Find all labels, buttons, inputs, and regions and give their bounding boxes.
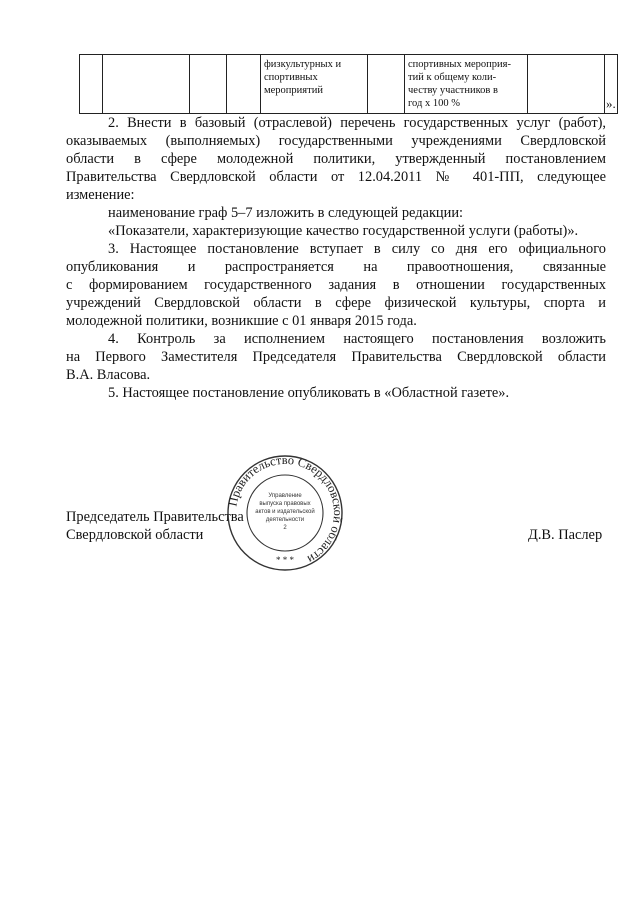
table-row (80, 55, 618, 114)
item2-line: изменение: (66, 187, 135, 203)
stamp-inner-line: деятельности (265, 517, 305, 523)
item3-line: молодежной политики, возникшие с 01 января 2015 года. (66, 313, 417, 329)
item5-line: 5. Настоящее постановление опубликовать в «Областной газете». (108, 385, 510, 401)
stamp-stars: * * * (276, 555, 294, 565)
cell-line: честву участников в (408, 85, 498, 96)
cell-line: год х 100 % (408, 98, 460, 109)
cell-line: спортивных мероприя- (408, 59, 511, 70)
signature-name: Д.В. Паслер (528, 527, 603, 543)
closing-quote: ». (606, 96, 616, 111)
item2-line: области в сфере молодежной политики, утвержденный постановлением (66, 151, 606, 167)
item3-line: с формированием государственного задания в отношении государственных (66, 277, 606, 293)
item2-line: Правительства Свердловской области от 12.04.2011 № 401-ПП, следующее (66, 169, 606, 185)
table-cell (405, 55, 528, 114)
signature-position-line: Свердловской области (66, 527, 204, 543)
item3-line: опубликования и распространяется на правоотношения, связанные (66, 259, 606, 275)
item2-subline: наименование граф 5–7 изложить в следующей редакции: (108, 205, 464, 221)
stamp-inner-line: 2 (283, 525, 287, 531)
table-cell (190, 55, 227, 114)
item3-line: учреждений Свердловской области в сфере физической культуры, спорта и (66, 295, 606, 311)
table-cell (227, 55, 261, 114)
stamp-inner-line: Управление (268, 493, 302, 499)
item4-line: 4. Контроль за исполнением настоящего постановления возложить (108, 331, 606, 347)
table-cell (261, 55, 368, 114)
cell-line: мероприятий (264, 85, 323, 96)
signature-position-line: Председатель Правительства (66, 509, 244, 525)
item2-subline: «Показатели, характеризующие качество государственной услуги (работы)». (108, 223, 579, 239)
item4-line: на Первого Заместителя Председателя Правительства Свердловской области (66, 349, 606, 365)
cell-line: спортивных (264, 72, 318, 83)
item2-line: 2. Внести в базовый (отраслевой) перечень государственных услуг (работ), (108, 115, 606, 131)
table-cell (103, 55, 190, 114)
item2-line: оказываемых (выполняемых) государственными учреждениями Свердловской (66, 133, 606, 149)
table-cell (80, 55, 103, 114)
table-cell (528, 55, 605, 114)
stamp-outer-text: Правительство Свердловской области (225, 453, 345, 567)
stamp-inner-line: выпуска правовых (259, 501, 311, 507)
cell-line: тий к общему коли- (408, 72, 497, 83)
official-stamp (225, 453, 345, 573)
item3-line: 3. Настоящее постановление вступает в силу со дня его официального (108, 241, 606, 257)
cell-line: физкультурных и (264, 59, 342, 70)
item4-line: В.А. Власова. (66, 367, 151, 383)
stamp-inner-line: актов и издательской (255, 509, 315, 515)
continuation-table (79, 54, 618, 114)
table-cell (368, 55, 405, 114)
